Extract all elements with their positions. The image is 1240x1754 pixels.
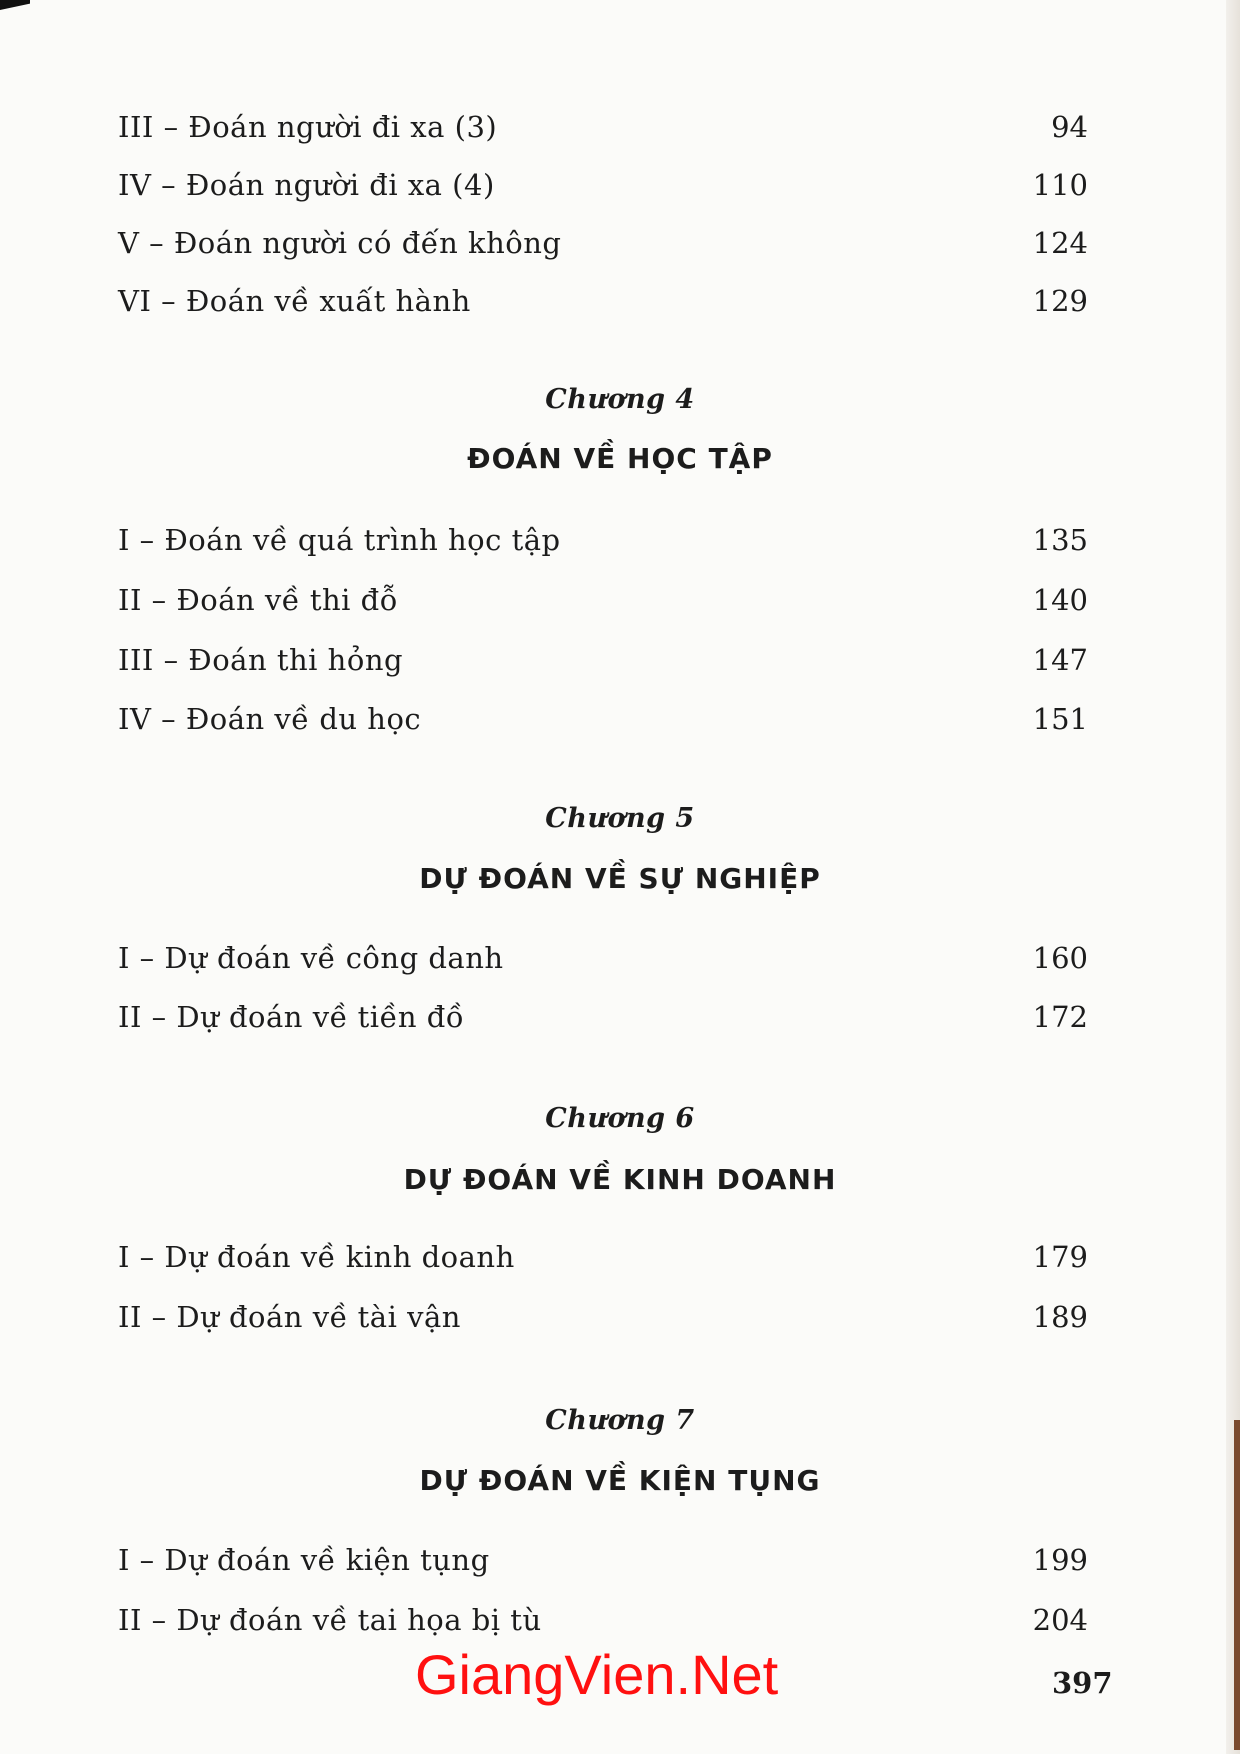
toc-entry-label: VI – Đoán về xuất hành: [118, 284, 471, 318]
toc-entry-label: IV – Đoán người đi xa (4): [118, 168, 495, 202]
toc-entry-page: 94: [1051, 110, 1088, 144]
page-number: 397: [1052, 1666, 1113, 1700]
toc-entry-label: II – Đoán về thi đỗ: [118, 583, 398, 617]
toc-entry: [118, 1000, 1088, 1040]
watermark-text: GiangVien.Net: [415, 1643, 779, 1706]
toc-entry-page: 151: [1032, 702, 1088, 736]
toc-entry-label: II – Dự đoán về tai họa bị tù: [118, 1603, 542, 1637]
toc-entry-page: 172: [1032, 1000, 1088, 1034]
toc-entry: [118, 583, 1088, 623]
toc-entry-page: 147: [1032, 643, 1088, 677]
toc-entry: [118, 643, 1088, 683]
toc-entry: [118, 1240, 1088, 1280]
toc-entry-page: 135: [1032, 523, 1088, 557]
toc-entry: [118, 523, 1088, 563]
toc-entry-label: I – Dự đoán về kinh doanh: [118, 1240, 515, 1274]
toc-entry: [118, 110, 1088, 150]
toc-entry-page: 160: [1032, 941, 1088, 975]
toc-entry-label: II – Dự đoán về tiền đồ: [118, 1000, 465, 1034]
chapter-label: Chương 5: [545, 803, 695, 834]
toc-entry: [118, 284, 1088, 324]
toc-entry-page: 189: [1032, 1300, 1088, 1334]
toc-entry-page: 129: [1032, 284, 1088, 318]
toc-entry-label: I – Dự đoán về công danh: [118, 941, 504, 975]
chapter-label: Chương 4: [545, 384, 695, 415]
toc-entry: [118, 1603, 1088, 1643]
toc-entry-page: 204: [1032, 1603, 1088, 1637]
toc-entry: [118, 226, 1088, 266]
toc-entry-label: V – Đoán người có đến không: [118, 226, 562, 260]
chapter-title: DỰ ĐOÁN VỀ KINH DOANH: [403, 1163, 837, 1196]
toc-entry-label: I – Đoán về quá trình học tập: [118, 523, 561, 557]
toc-entry-page: 124: [1032, 226, 1088, 260]
scan-corner-mark: [0, 0, 30, 10]
toc-entry-page: 110: [1032, 168, 1088, 202]
toc-entry-page: 140: [1032, 583, 1088, 617]
toc-entry-label: III – Đoán thi hỏng: [118, 643, 404, 677]
toc-entry-page: 199: [1032, 1543, 1088, 1577]
toc-entry: [118, 941, 1088, 981]
chapter-label: Chương 6: [545, 1103, 695, 1134]
toc-entry-label: II – Dự đoán về tài vận: [118, 1300, 461, 1334]
toc-entry-label: IV – Đoán về du học: [118, 702, 422, 736]
toc-entry: [118, 702, 1088, 742]
toc-entry-label: III – Đoán người đi xa (3): [118, 110, 498, 144]
toc-entry: [118, 1543, 1088, 1583]
chapter-label: Chương 7: [545, 1405, 695, 1436]
toc-entry: [118, 168, 1088, 208]
chapter-title: ĐOÁN VỀ HỌC TẬP: [467, 442, 773, 475]
toc-entry-page: 179: [1032, 1240, 1088, 1274]
chapter-title: DỰ ĐOÁN VỀ KIỆN TỤNG: [419, 1464, 821, 1497]
toc-entry: [118, 1300, 1088, 1340]
chapter-title: DỰ ĐOÁN VỀ SỰ NGHIỆP: [419, 862, 821, 895]
toc-entry-label: I – Dự đoán về kiện tụng: [118, 1543, 490, 1577]
